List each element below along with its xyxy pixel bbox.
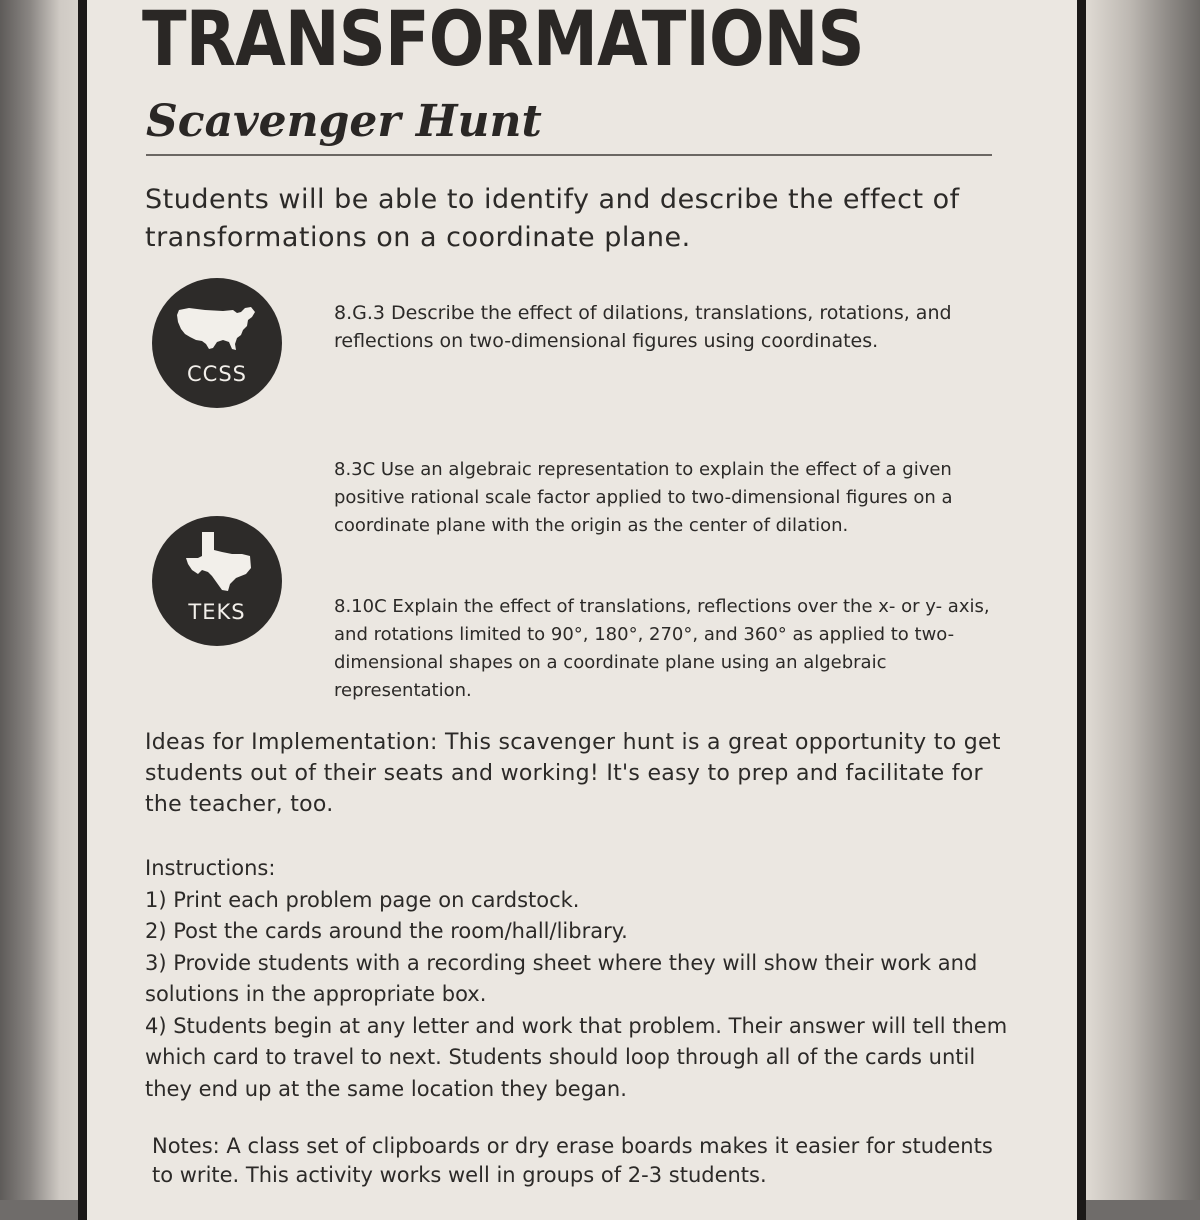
title-divider <box>146 154 992 156</box>
instruction-step: 3) Provide students with a recording sheet where they will show their work and solutions in the appropriate box. <box>145 950 978 1006</box>
teks-badge <box>152 516 282 646</box>
learning-objective: Students will be able to identify and describe the effect of transformations on a coordinate plane. <box>145 184 960 253</box>
teks-badge-label: TEKS <box>188 600 246 624</box>
teks-standard-8-3c: 8.3C Use an algebraic representation to explain the effect of a given positive rational scale factor applied to two-dimensional figures on a coordinate plane with the origin as the center of dilation. <box>334 459 953 536</box>
implementation-ideas: Ideas for Implementation: This scavenger hunt is a great opportunity to get students out of their seats and working! It's easy to prep and facilitate for the teacher, too. <box>145 730 1001 817</box>
ccss-standard-text: 8.G.3 Describe the effect of dilations, translations, rotations, and reflections on two-dimensional figures using coordinates. <box>334 302 952 352</box>
texas-map-icon <box>184 530 254 592</box>
instruction-step: 4) Students begin at any letter and work that problem. Their answer will tell them which card to travel to next. Students should loop through all of the cards until they end up at the same location they began. <box>145 1013 1008 1101</box>
notes: Notes: A class set of clipboards or dry erase boards makes it easier for students to write. This activity works well in groups of 2-3 students. <box>152 1134 993 1187</box>
page-subtitle: Scavenger Hunt <box>146 96 542 147</box>
teks-standard-8-10c: 8.10C Explain the effect of translations, reflections over the x- or y- axis, and rotations limited to 90°, 180°, 270°, and 360° as applied to two-dimensional shapes on a coordinate plane using an algebraic representation. <box>334 596 990 701</box>
instruction-step: 1) Print each problem page on cardstock. <box>145 887 580 912</box>
page-title: TRANSFORMATIONS <box>142 0 864 83</box>
ccss-badge <box>152 278 282 408</box>
usa-map-icon <box>175 304 259 354</box>
instructions-section <box>145 853 1015 1105</box>
ccss-badge-label: CCSS <box>187 362 247 386</box>
instructions-heading: Instructions: <box>145 856 276 880</box>
instruction-step: 2) Post the cards around the room/hall/library. <box>145 919 628 943</box>
